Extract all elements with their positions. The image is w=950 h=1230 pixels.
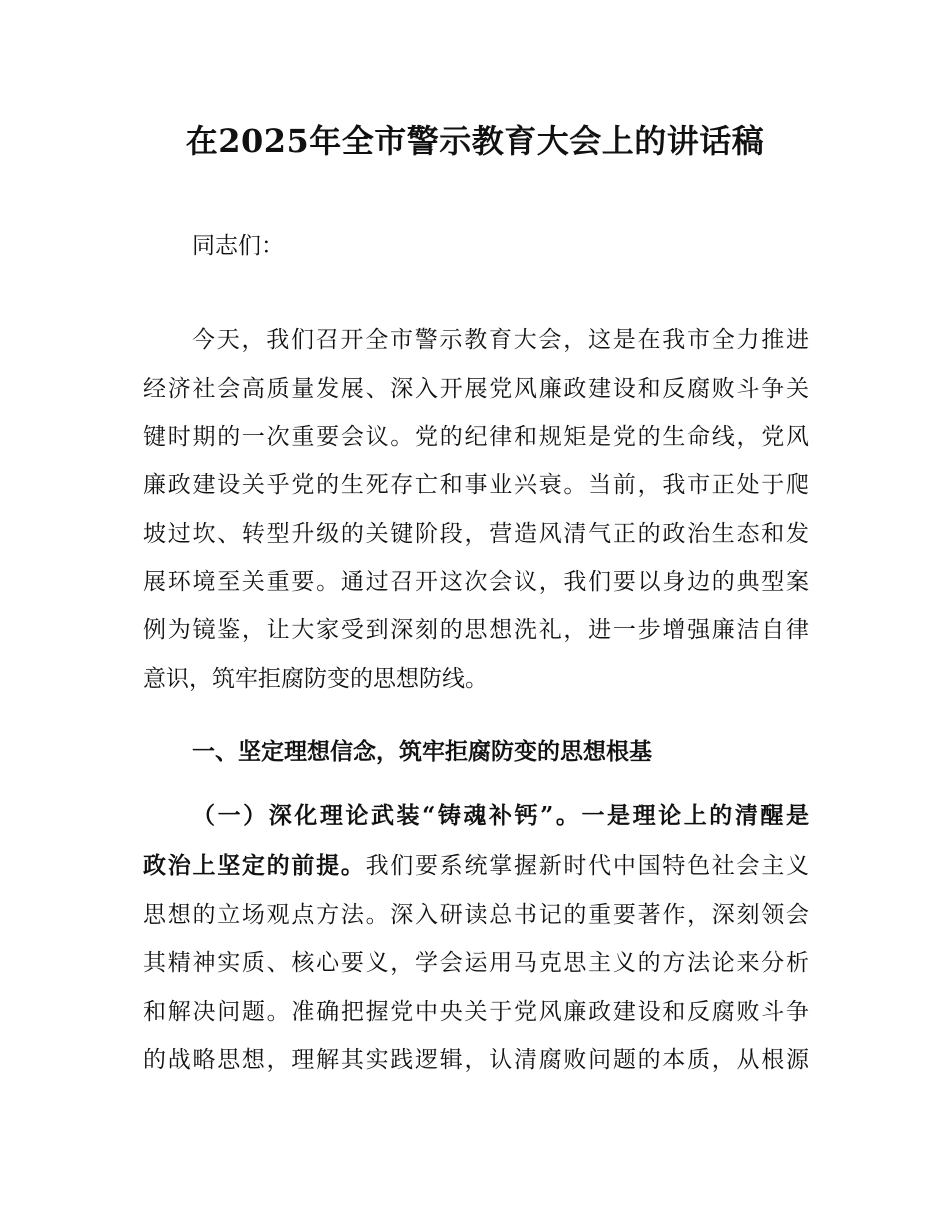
paragraph-line: 坡过坎、转型升级的关键阶段，营造风清气正的政治生态和发	[143, 521, 809, 547]
paragraph-line	[143, 851, 809, 881]
section-heading: 一、坚定理想信念，筑牢拒腐防变的思想根基	[192, 738, 652, 765]
paragraph-line: 经济社会高质量发展、深入开展党风廉政建设和反腐败斗争关	[143, 376, 809, 402]
paragraph-line: 思想的立场观点方法。深入研读总书记的重要著作，深刻领会	[143, 902, 809, 928]
paragraph-line: 今天，我们召开全市警示教育大会，这是在我市全力推进	[192, 327, 809, 353]
paragraph-line: 例为镜鉴，让大家受到深刻的思想洗礼，进一步增强廉洁自律	[143, 617, 809, 643]
subsection-heading: （一）深化理论武装“铸魂补钙”。一是理论上的清醒是	[192, 802, 809, 829]
paragraph-line: 展环境至关重要。通过召开这次会议，我们要以身边的典型案	[143, 569, 809, 595]
paragraph-line: 意识，筑牢拒腐防变的思想防线。	[143, 666, 488, 692]
bold-lead: 政治上坚定的前提。	[143, 852, 366, 879]
paragraph-line: 廉政建设关乎党的生死存亡和事业兴衰。当前，我市正处于爬	[143, 472, 809, 498]
salutation: 同志们：	[192, 233, 284, 259]
paragraph-line: 键时期的一次重要会议。党的纪律和规矩是党的生命线，党风	[143, 424, 809, 450]
paragraph-line: 和解决问题。准确把握党中央关于党风廉政建设和反腐败斗争	[143, 999, 809, 1025]
line-text: 我们要系统掌握新时代中国特色社会主义	[365, 853, 810, 879]
paragraph-line: 的战略思想，理解其实践逻辑，认清腐败问题的本质，从根源	[143, 1047, 809, 1073]
document-title: 在2025年全市警示教育大会上的讲话稿	[185, 122, 765, 160]
paragraph-line: 其精神实质、核心要义，学会运用马克思主义的方法论来分析	[143, 950, 809, 976]
